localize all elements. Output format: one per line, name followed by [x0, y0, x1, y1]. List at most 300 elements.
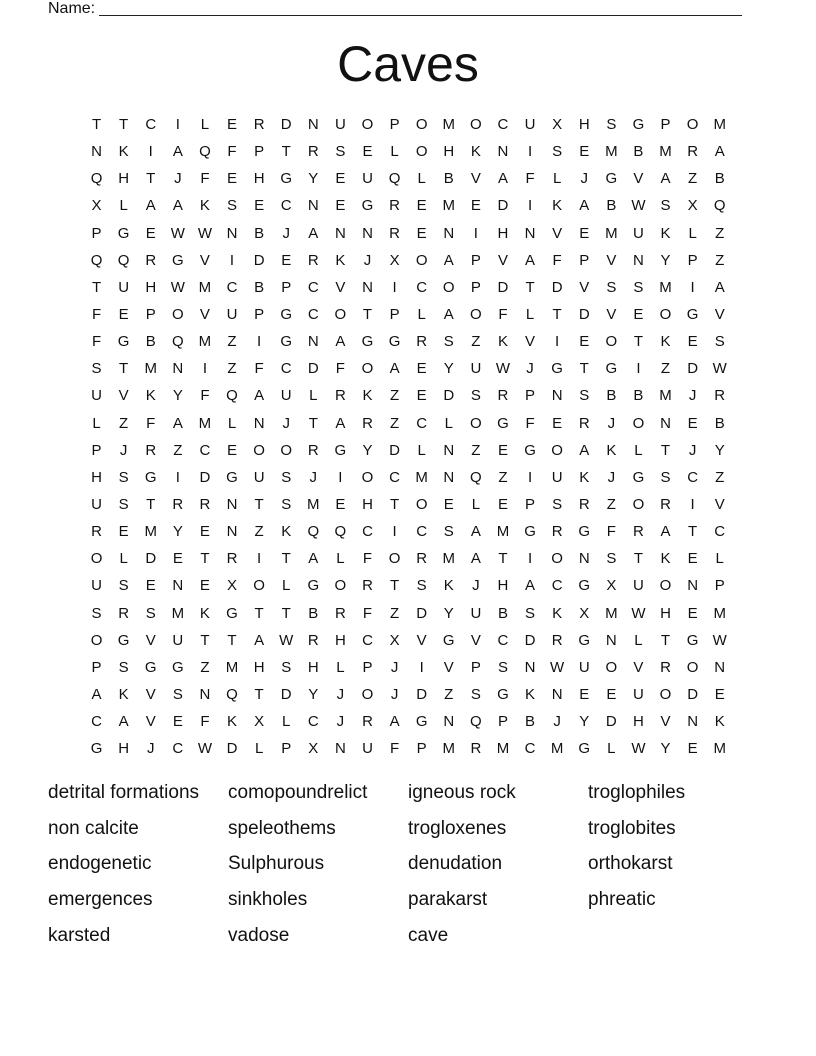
grid-cell: W [631, 604, 646, 622]
grid-cell: Z [227, 360, 237, 378]
grid-cell: K [335, 251, 346, 269]
word-list-item: endogenetic [48, 853, 152, 875]
grid-cell: S [443, 523, 454, 541]
grid-cell: L [254, 740, 264, 758]
grid-cell: D [145, 550, 157, 568]
grid-cell: L [715, 550, 724, 568]
grid-cell: C [226, 278, 238, 296]
grid-cell: E [227, 170, 238, 188]
grid-cell: G [497, 414, 509, 432]
grid-cell: U [578, 658, 590, 676]
grid-cell: O [90, 550, 103, 568]
grid-cell: E [199, 577, 210, 595]
grid-cell: C [416, 278, 428, 296]
grid-cell: A [308, 224, 319, 242]
grid-row [83, 247, 733, 274]
grid-cell: U [362, 170, 373, 188]
grid-cell: I [690, 278, 695, 296]
grid-cell: E [687, 333, 698, 351]
grid-cell: J [390, 658, 399, 676]
grid-cell: B [714, 170, 725, 188]
grid-cell: E [199, 523, 210, 541]
word-list-item: comopoundrelict [228, 782, 368, 803]
grid-cell: J [119, 441, 128, 459]
grid-row [83, 437, 733, 464]
grid-cell: Z [715, 224, 725, 242]
grid-cell: Z [254, 523, 264, 541]
grid-cell: I [175, 468, 180, 486]
grid-cell: R [334, 387, 346, 405]
grid-cell: M [198, 333, 212, 351]
grid-cell: V [714, 495, 725, 513]
grid-cell: U [334, 116, 346, 133]
grid-cell: S [606, 116, 617, 133]
grid-cell: G [361, 333, 374, 351]
grid-cell: N [687, 713, 699, 731]
grid-cell: O [253, 441, 265, 459]
grid-cell: R [118, 604, 130, 622]
grid-cell: K [199, 604, 210, 622]
grid-cell: E [145, 224, 156, 242]
grid-cell: K [714, 713, 725, 731]
grid-cell: M [605, 224, 618, 242]
grid-cell: S [660, 197, 671, 215]
grid-cell: E [227, 441, 238, 459]
grid-cell: M [713, 604, 726, 622]
grid-cell: I [392, 278, 397, 296]
grid-cell: S [606, 278, 617, 296]
grid-row [83, 627, 733, 654]
grid-cell: A [389, 360, 400, 378]
grid-cell: K [552, 197, 563, 215]
grid-cell: R [307, 441, 319, 459]
grid-cell: C [416, 523, 428, 541]
grid-cell: E [579, 333, 590, 351]
grid-cell: C [497, 631, 509, 649]
grid-cell: A [172, 414, 183, 432]
grid-cell: G [361, 197, 374, 215]
grid-cell: Z [606, 495, 616, 513]
grid-cell: N [443, 713, 455, 731]
grid-cell: Z [119, 414, 129, 432]
grid-cell: X [91, 197, 102, 215]
grid-cell: P [254, 143, 265, 161]
grid-cell: T [119, 360, 129, 378]
grid-cell: Z [660, 360, 671, 378]
grid-cell: I [527, 550, 533, 568]
grid-cell: G [280, 305, 293, 323]
grid-cell: U [172, 631, 184, 649]
grid-cell: E [443, 495, 454, 513]
grid-cell: K [552, 604, 563, 622]
grid-cell: A [118, 713, 129, 731]
grid-cell: L [417, 305, 426, 323]
grid-cell: E [335, 197, 346, 215]
grid-cell: C [714, 523, 726, 541]
grid-cell: L [552, 170, 562, 188]
grid-cell: N [660, 414, 671, 432]
grid-cell: G [280, 170, 293, 188]
grid-cell: G [334, 441, 347, 459]
grid-cell: E [579, 224, 590, 242]
grid-cell: A [660, 523, 671, 541]
grid-cell: L [634, 441, 643, 459]
grid-cell: T [308, 414, 318, 432]
grid-cell: N [443, 441, 455, 459]
grid-cell: P [660, 116, 671, 133]
grid-cell: Q [307, 523, 320, 541]
grid-cell: H [307, 658, 319, 676]
grid-cell: N [362, 224, 373, 242]
grid-cell: S [281, 468, 292, 486]
grid-cell: J [688, 387, 697, 405]
grid-cell: G [144, 658, 157, 676]
grid-cell: L [282, 577, 291, 595]
grid-cell: V [199, 251, 210, 269]
grid-cell: X [389, 631, 400, 649]
grid-cell: J [472, 577, 480, 595]
grid-cell: G [415, 713, 428, 731]
grid-cell: U [633, 224, 644, 242]
grid-cell: U [524, 116, 536, 133]
grid-cell: K [579, 468, 590, 486]
grid-cell: S [118, 577, 129, 595]
grid-cell: Z [471, 441, 481, 459]
grid-cell: E [714, 685, 725, 703]
grid-cell: K [227, 713, 238, 731]
grid-row [83, 382, 733, 409]
grid-cell: L [200, 116, 210, 133]
grid-cell: O [415, 495, 428, 513]
grid-cell: G [524, 523, 536, 541]
grid-row [83, 600, 733, 627]
grid-cell: B [497, 604, 508, 622]
grid-cell: L [471, 495, 481, 513]
grid-cell: R [307, 143, 319, 161]
grid-cell: R [578, 495, 590, 513]
grid-cell: T [362, 305, 373, 323]
grid-cell: E [687, 414, 698, 432]
grid-cell: S [118, 495, 129, 513]
grid-cell: O [361, 685, 374, 703]
grid-cell: V [660, 713, 671, 731]
grid-cell: A [470, 523, 481, 541]
grid-cell: O [442, 278, 455, 296]
grid-cell: U [633, 577, 644, 595]
grid-cell: P [579, 251, 590, 269]
grid-cell: A [579, 441, 590, 459]
grid-cell: M [605, 143, 618, 161]
grid-cell: Y [443, 604, 454, 622]
grid-cell: P [254, 305, 265, 323]
grid-cell: Y [660, 251, 671, 269]
grid-cell: A [172, 197, 183, 215]
grid-cell: J [390, 685, 399, 703]
grid-cell: G [578, 577, 591, 595]
grid-cell: S [443, 333, 454, 351]
grid-cell: V [470, 631, 481, 649]
grid-cell: R [145, 251, 157, 269]
grid-cell: R [687, 143, 699, 161]
grid-cell: I [527, 468, 533, 486]
grid-cell: C [524, 740, 536, 758]
grid-cell: E [335, 495, 346, 513]
grid-cell: X [308, 740, 319, 758]
grid-cell: B [145, 333, 156, 351]
grid-cell: E [687, 604, 698, 622]
grid-cell: T [660, 631, 671, 649]
grid-cell: P [91, 658, 102, 676]
grid-cell: L [119, 197, 128, 215]
grid-cell: B [606, 387, 617, 405]
word-list-item: detrital formations [48, 782, 200, 803]
grid-cell: V [145, 685, 156, 703]
grid-cell: X [552, 116, 563, 133]
grid-cell: E [145, 577, 156, 595]
grid-cell: T [91, 116, 102, 133]
grid-cell: O [415, 143, 428, 161]
grid-cell: E [118, 305, 129, 323]
grid-cell: Q [90, 170, 103, 188]
grid-cell: F [552, 251, 562, 269]
grid-cell: K [470, 143, 481, 161]
grid-cell: N [524, 224, 536, 242]
grid-cell: N [551, 685, 563, 703]
grid-cell: I [473, 224, 478, 242]
grid-cell: R [551, 523, 563, 541]
grid-cell: Z [471, 333, 481, 351]
grid-cell: A [308, 550, 319, 568]
grid-cell: R [633, 523, 644, 541]
grid-cell: S [579, 387, 590, 405]
grid-cell: T [281, 550, 291, 568]
grid-cell: C [497, 116, 509, 133]
grid-cell: P [281, 740, 292, 758]
grid-cell: N [633, 251, 644, 269]
grid-cell: T [200, 631, 210, 649]
grid-cell: D [687, 685, 699, 703]
grid-cell: R [470, 740, 482, 758]
grid-cell: H [253, 170, 265, 188]
grid-cell: Z [389, 387, 400, 405]
grid-cell: F [498, 305, 508, 323]
grid-cell: Z [200, 658, 210, 676]
grid-cell: M [713, 740, 726, 758]
grid-cell: P [470, 278, 481, 296]
grid-cell: H [660, 604, 671, 622]
grid-cell: I [175, 116, 180, 133]
grid-cell: S [660, 468, 671, 486]
grid-cell: U [280, 387, 292, 405]
grid-cell: G [117, 224, 130, 242]
grid-cell: N [524, 658, 536, 676]
grid-cell: C [687, 468, 699, 486]
grid-cell: W [550, 658, 565, 676]
grid-cell: L [309, 387, 318, 405]
grid-cell: F [227, 143, 237, 161]
grid-cell: A [579, 197, 590, 215]
grid-cell: O [632, 414, 645, 432]
grid-cell: L [607, 740, 616, 758]
grid-row [83, 681, 733, 708]
grid-cell: A [145, 197, 156, 215]
grid-cell: U [362, 740, 373, 758]
grid-cell: R [551, 631, 563, 649]
grid-cell: G [171, 251, 184, 269]
grid-cell: N [307, 116, 319, 133]
grid-cell: I [257, 333, 262, 351]
grid-cell: U [551, 468, 563, 486]
grid-cell: Y [308, 170, 319, 188]
grid-cell: N [362, 278, 373, 296]
grid-cell: M [144, 360, 157, 378]
grid-cell: Y [714, 441, 725, 459]
name-blank-line[interactable] [99, 1, 742, 16]
grid-cell: R [389, 197, 400, 215]
grid-cell: R [199, 495, 211, 513]
grid-cell: A [172, 143, 183, 161]
grid-cell: Y [579, 713, 590, 731]
grid-cell: G [605, 170, 618, 188]
grid-cell: W [631, 740, 646, 758]
grid-cell: G [117, 333, 130, 351]
grid-row [83, 301, 733, 328]
word-list-item: sinkholes [228, 889, 308, 911]
word-list-item: parakarst [408, 889, 488, 911]
grid-cell: I [202, 360, 207, 378]
grid-cell: W [631, 197, 646, 215]
grid-cell: M [442, 197, 456, 215]
grid-cell: X [579, 604, 590, 622]
grid-cell: Q [226, 387, 238, 405]
grid-row [83, 654, 733, 681]
grid-cell: P [416, 740, 427, 758]
grid-cell: H [145, 278, 157, 296]
grid-cell: G [605, 360, 618, 378]
grid-cell: C [199, 441, 211, 459]
grid-cell: J [607, 468, 616, 486]
grid-cell: A [254, 387, 265, 405]
grid-cell: T [633, 333, 643, 351]
grid-cell: B [254, 278, 265, 296]
grid-cell: D [280, 116, 292, 133]
grid-cell: B [633, 143, 644, 161]
grid-cell: L [444, 414, 453, 432]
grid-row [83, 735, 733, 762]
grid-cell: L [390, 143, 399, 161]
grid-cell: Y [308, 685, 319, 703]
grid-cell: F [525, 170, 535, 188]
grid-cell: M [550, 740, 564, 758]
grid-cell: T [227, 631, 237, 649]
grid-cell: S [552, 143, 563, 161]
grid-cell: A [714, 278, 725, 296]
grid-cell: N [443, 224, 455, 242]
grid-cell: R [226, 550, 238, 568]
grid-cell: D [524, 631, 536, 649]
grid-cell: P [525, 387, 536, 405]
grid-cell: E [552, 414, 563, 432]
grid-cell: M [659, 143, 672, 161]
grid-cell: O [551, 550, 563, 568]
grid-cell: G [578, 740, 591, 758]
grid-cell: F [200, 170, 210, 188]
grid-cell: U [253, 468, 265, 486]
grid-cell: O [659, 305, 672, 323]
grid-cell: O [415, 116, 428, 133]
grid-cell: E [362, 143, 373, 161]
grid-cell: O [470, 116, 482, 133]
grid-cell: P [389, 305, 400, 323]
grid-cell: O [361, 468, 374, 486]
grid-cell: W [170, 278, 185, 296]
word-list-item: troglophiles [588, 782, 686, 803]
grid-cell: T [688, 523, 698, 541]
grid-cell: C [172, 740, 184, 758]
grid-cell: G [388, 333, 401, 351]
grid-cell: L [336, 550, 345, 568]
grid-cell: W [712, 360, 727, 378]
grid-cell: U [91, 577, 102, 595]
grid-cell: Y [172, 387, 183, 405]
grid-cell: J [553, 713, 561, 731]
grid-cell: A [443, 305, 454, 323]
grid-cell: M [144, 523, 157, 541]
grid-cell: M [659, 278, 672, 296]
grid-cell: U [470, 604, 482, 622]
grid-cell: F [91, 305, 102, 323]
grid-cell: X [254, 713, 265, 731]
grid-row [83, 274, 733, 301]
grid-cell: K [443, 577, 454, 595]
grid-cell: I [338, 468, 343, 486]
word-list-item: speleothems [228, 817, 336, 839]
grid-cell: U [470, 360, 482, 378]
grid-cell: J [526, 360, 534, 378]
grid-cell: V [199, 305, 210, 323]
grid-cell: T [389, 495, 400, 513]
grid-cell: T [281, 143, 291, 161]
grid-cell: T [119, 116, 129, 133]
grid-cell: C [280, 197, 292, 215]
grid-cell: P [497, 713, 508, 731]
grid-row [83, 410, 733, 437]
grid-cell: O [686, 658, 699, 676]
grid-cell: S [91, 360, 102, 378]
grid-cell: O [171, 305, 184, 323]
grid-cell: O [659, 685, 672, 703]
word-list-item: orthokarst [588, 853, 673, 875]
grid-cell: T [660, 441, 671, 459]
grid-cell: G [578, 631, 591, 649]
grid-cell: D [416, 685, 428, 703]
grid-cell: W [495, 360, 511, 378]
grid-cell: T [91, 278, 102, 296]
grid-cell: O [659, 577, 672, 595]
grid-cell: P [362, 658, 373, 676]
grid-cell: A [660, 170, 671, 188]
grid-cell: R [362, 713, 373, 731]
grid-cell: R [307, 631, 319, 649]
grid-cell: D [497, 197, 509, 215]
grid-cell: E [633, 305, 644, 323]
grid-cell: D [578, 305, 590, 323]
grid-cell: K [497, 333, 508, 351]
name-row [48, 0, 742, 18]
grid-cell: T [254, 495, 264, 513]
grid-cell: Q [90, 251, 103, 269]
grid-row [83, 708, 733, 735]
